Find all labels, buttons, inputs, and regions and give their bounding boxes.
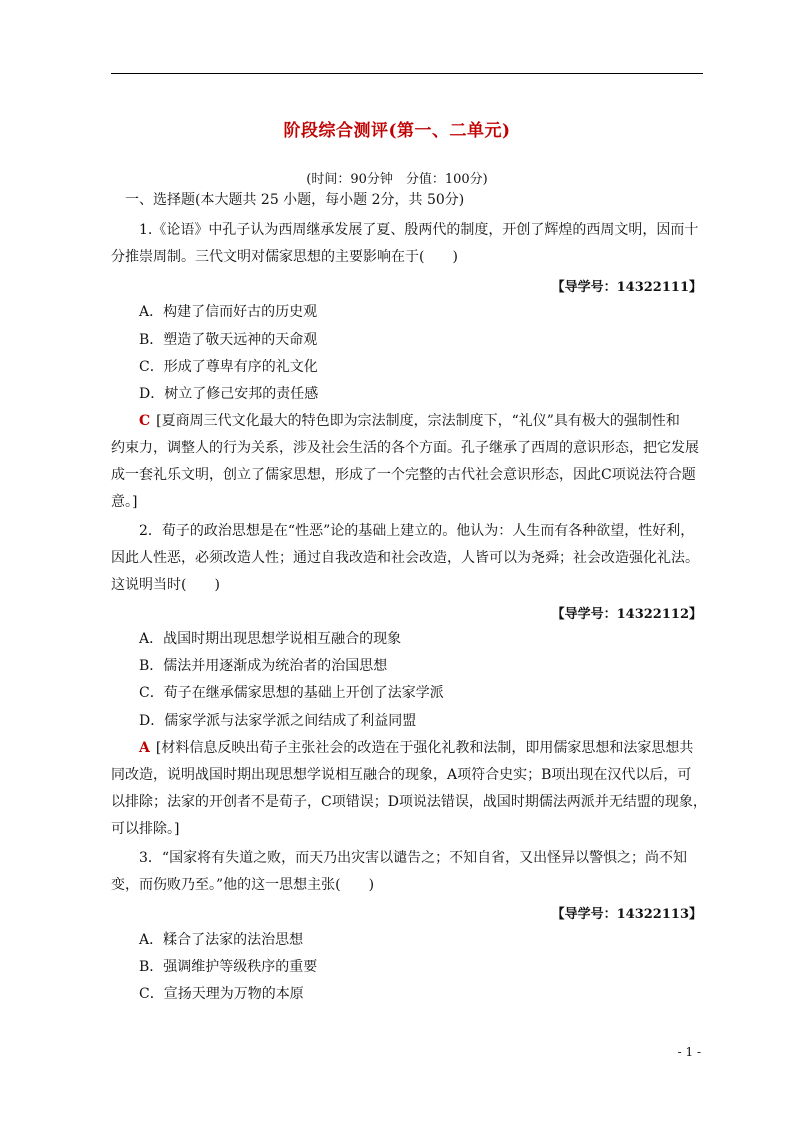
question-1-stem-line: 1.《论语》中孔子认为西周继承发展了夏、殷两代的制度，开创了辉煌的西周文明，因而十 <box>139 222 699 238</box>
header-rule <box>111 73 703 74</box>
question-2-stem-line: 因此人性恶，必须改造人性；通过自我改造和社会改造，人皆可以为尧舜；社会改造强化礼法。 <box>111 550 699 566</box>
question-1-option: A．构建了信而好古的历史观 <box>139 304 318 320</box>
question-3-option: B．强调维护等级秩序的重要 <box>139 959 318 975</box>
question-2-explanation-line: 可以排除。] <box>111 821 180 837</box>
question-2-explanation-line: 同改造，说明战国时期出现思想学说相互融合的现象，A项符合史实；B项出现在汉代以后，可 <box>111 767 692 783</box>
question-3-option: C．宣扬天理为万物的本原 <box>139 986 304 1002</box>
question-1-option: B．塑造了敬天远神的天命观 <box>139 332 318 348</box>
question-2-explanation-line: 以排除；法家的开创者不是荀子，C项错误；D项说法错误，战国时期儒法两派并无结盟的现象， <box>111 794 707 810</box>
question-1-answer: C <box>139 413 151 429</box>
question-1-ref: 【导学号：14322111】 <box>551 280 702 295</box>
question-2-option: C．荀子在继承儒家思想的基础上开创了法家学派 <box>139 685 444 701</box>
question-1-stem-line: 分推崇周制。三代文明对儒家思想的主要影响在于( ) <box>111 249 458 265</box>
question-1-explanation-line: 意。] <box>111 494 138 510</box>
page-number: - 1 - <box>677 1045 701 1059</box>
question-3-stem-line: 3．“国家将有失道之败，而天乃出灾害以谴告之；不知自省，又出怪异以警惧之；尚不知 <box>139 850 688 866</box>
exam-info: (时间：90分钟 分值：100分) <box>306 172 488 187</box>
question-2-option: D．儒家学派与法家学派之间结成了利益同盟 <box>139 713 417 729</box>
question-3-ref: 【导学号：14322113】 <box>551 907 702 922</box>
section-heading: 一、选择题(本大题共 25 小题，每小题 2分，共 50分) <box>125 192 465 208</box>
question-3-stem-line: 变，而伤败乃至。”他的这一思想主张( ) <box>111 877 375 893</box>
question-2-answer: A <box>139 740 150 756</box>
question-2-stem-line: 这说明当时( ) <box>111 577 220 593</box>
question-1-explanation-line: C [夏商周三代文化最大的特色即为宗法制度，宗法制度下，“礼仪”具有极大的强制性和 <box>139 413 680 429</box>
question-2-explanation-line: A [材料信息反映出荀子主张社会的改造在于强化礼教和法制，即用儒家思想和法家思想共 <box>139 740 694 756</box>
question-2-option: A．战国时期出现思想学说相互融合的现象 <box>139 631 402 647</box>
question-1-explanation-line: 成一套礼乐文明，创立了儒家思想，形成了一个完整的古代社会意识形态，因此C项说法符合题 <box>111 467 696 483</box>
question-3-option: A．糅合了法家的法治思想 <box>139 932 304 948</box>
question-1-option: D．树立了修己安邦的责任感 <box>139 386 319 402</box>
question-1-option: C．形成了尊卑有序的礼文化 <box>139 359 318 375</box>
question-2-stem-line: 2．荀子的政治思想是在“性恶”论的基础上建立的。他认为：人生而有各种欲望，性好利， <box>139 523 695 539</box>
question-2-ref: 【导学号：14322112】 <box>551 607 702 622</box>
page-title: 阶段综合测评(第一、二单元) <box>283 121 511 141</box>
question-1-explanation-line: 约束力，调整人的行为关系，涉及社会生活的各个方面。孔子继承了西周的意识形态，把它发展 <box>111 440 699 456</box>
question-2-option: B．儒法并用逐渐成为统治者的治国思想 <box>139 658 388 674</box>
